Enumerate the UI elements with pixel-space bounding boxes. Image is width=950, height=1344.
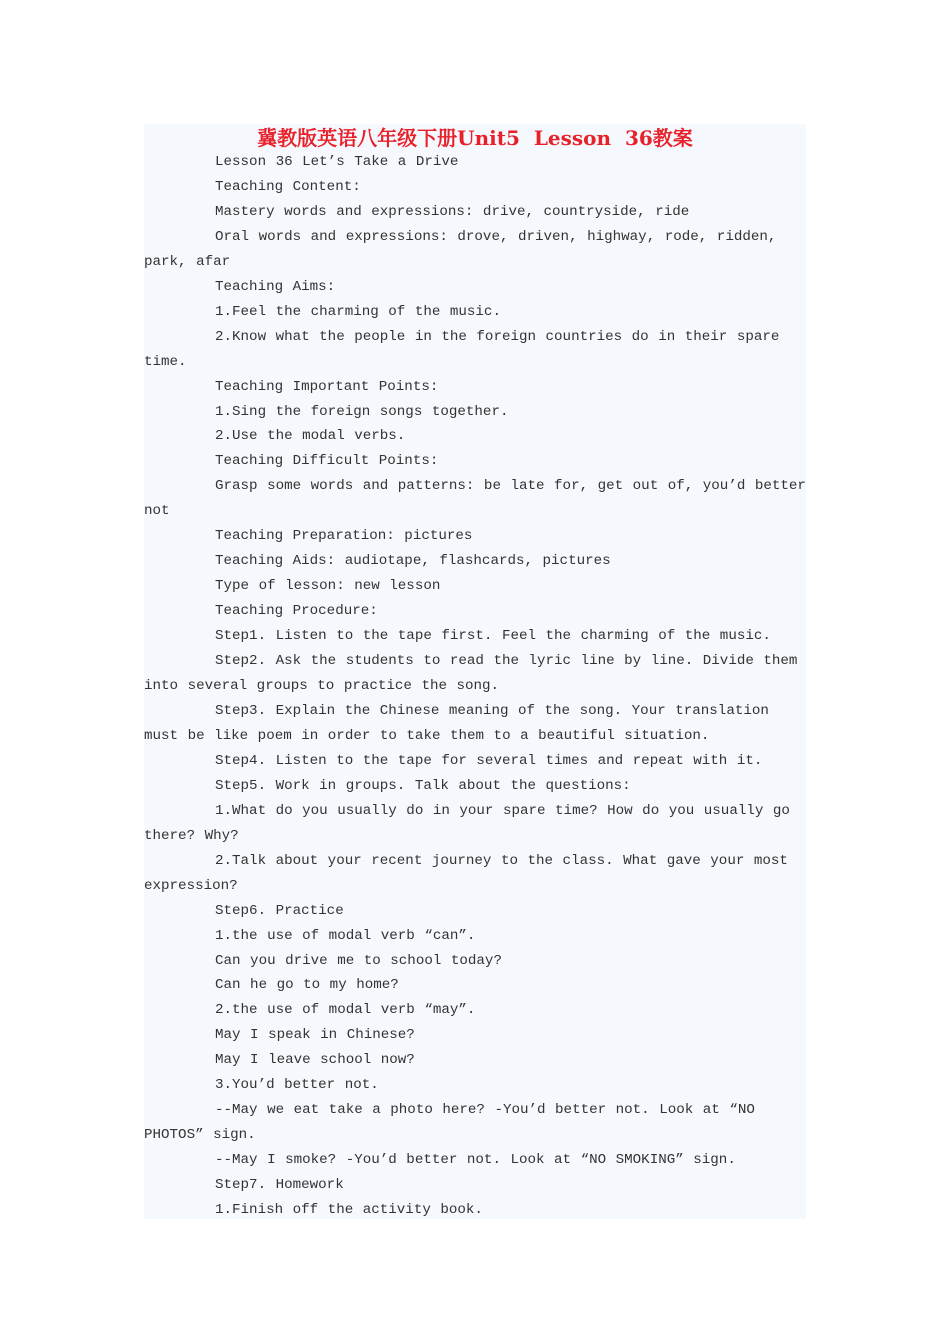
paragraph: 2.Use the modal verbs. — [215, 428, 406, 445]
paragraph: --May I smoke? -You’d better not. Look at “NO SMOKING” sign. — [215, 1152, 736, 1169]
paragraph: Can you drive me to school today? — [215, 952, 502, 969]
paragraph: 1.Finish off the activity book. — [215, 1202, 483, 1219]
paragraph: May I leave school now? — [215, 1052, 415, 1069]
paragraph: Teaching Important Points: — [215, 378, 439, 395]
paragraph: Oral words and expressions: drove, driven, highway, rode, ridden, park, afar — [144, 228, 777, 270]
paragraph: Step7. Homework — [215, 1177, 344, 1194]
paragraph: Lesson 36 Let’s Take a Drive — [215, 154, 459, 170]
paragraph: Teaching Preparation: pictures — [215, 528, 473, 545]
paragraph: Step3. Explain the Chinese meaning of the song. Your translation must be like poem in order to take them to a beautiful situation. — [144, 702, 769, 744]
document-title: 冀教版英语八年级下册Unit5 Lesson 36教案 — [257, 126, 693, 150]
paragraph: 2.the use of modal verb “may”. — [215, 1002, 476, 1019]
paragraph: Type of lesson: new lesson — [215, 578, 441, 595]
paragraph: Step4. Listen to the tape for several times and repeat with it. — [215, 752, 763, 769]
paragraph: Step5. Work in groups. Talk about the questions: — [215, 777, 631, 794]
paragraph: May I speak in Chinese? — [215, 1027, 415, 1044]
paragraph: Step1. Listen to the tape first. Feel the charming of the music. — [215, 628, 771, 645]
paragraph: Mastery words and expressions: drive, countryside, ride — [215, 203, 690, 220]
paragraph: Teaching Procedure: — [215, 603, 378, 620]
paragraph: --May we eat take a photo here? -You’d better not. Look at “NO PHOTOS” sign. — [144, 1102, 755, 1144]
paragraph: 2.Talk about your recent journey to the class. What gave your most expression? — [144, 852, 788, 894]
paragraph: Grasp some words and patterns: be late for, get out of, you’d better not — [144, 478, 806, 520]
paragraph: 1.Feel the charming of the music. — [215, 303, 501, 320]
paragraph: Can he go to my home? — [215, 977, 399, 994]
paragraph: Step6. Practice — [215, 902, 344, 919]
document-body — [144, 150, 806, 1223]
paragraph: Teaching Difficult Points: — [215, 453, 439, 470]
paragraph: Step2. Ask the students to read the lyric line by line. Divide them into several groups to practice the song. — [144, 653, 798, 695]
document-page — [144, 124, 806, 1219]
paragraph: 2.Know what the people in the foreign countries do in their spare time. — [144, 328, 780, 370]
paragraph: Teaching Aims: — [215, 278, 336, 295]
paragraph: Teaching Content: — [215, 178, 361, 195]
paragraph: 1.the use of modal verb “can”. — [215, 927, 476, 944]
paragraph: 1.Sing the foreign songs together. — [215, 403, 509, 420]
paragraph: 3.You’d better not. — [215, 1077, 379, 1094]
paragraph: Teaching Aids: audiotape, flashcards, pictures — [215, 553, 611, 570]
paragraph: 1.What do you usually do in your spare time? How do you usually go there? Why? — [144, 802, 790, 844]
